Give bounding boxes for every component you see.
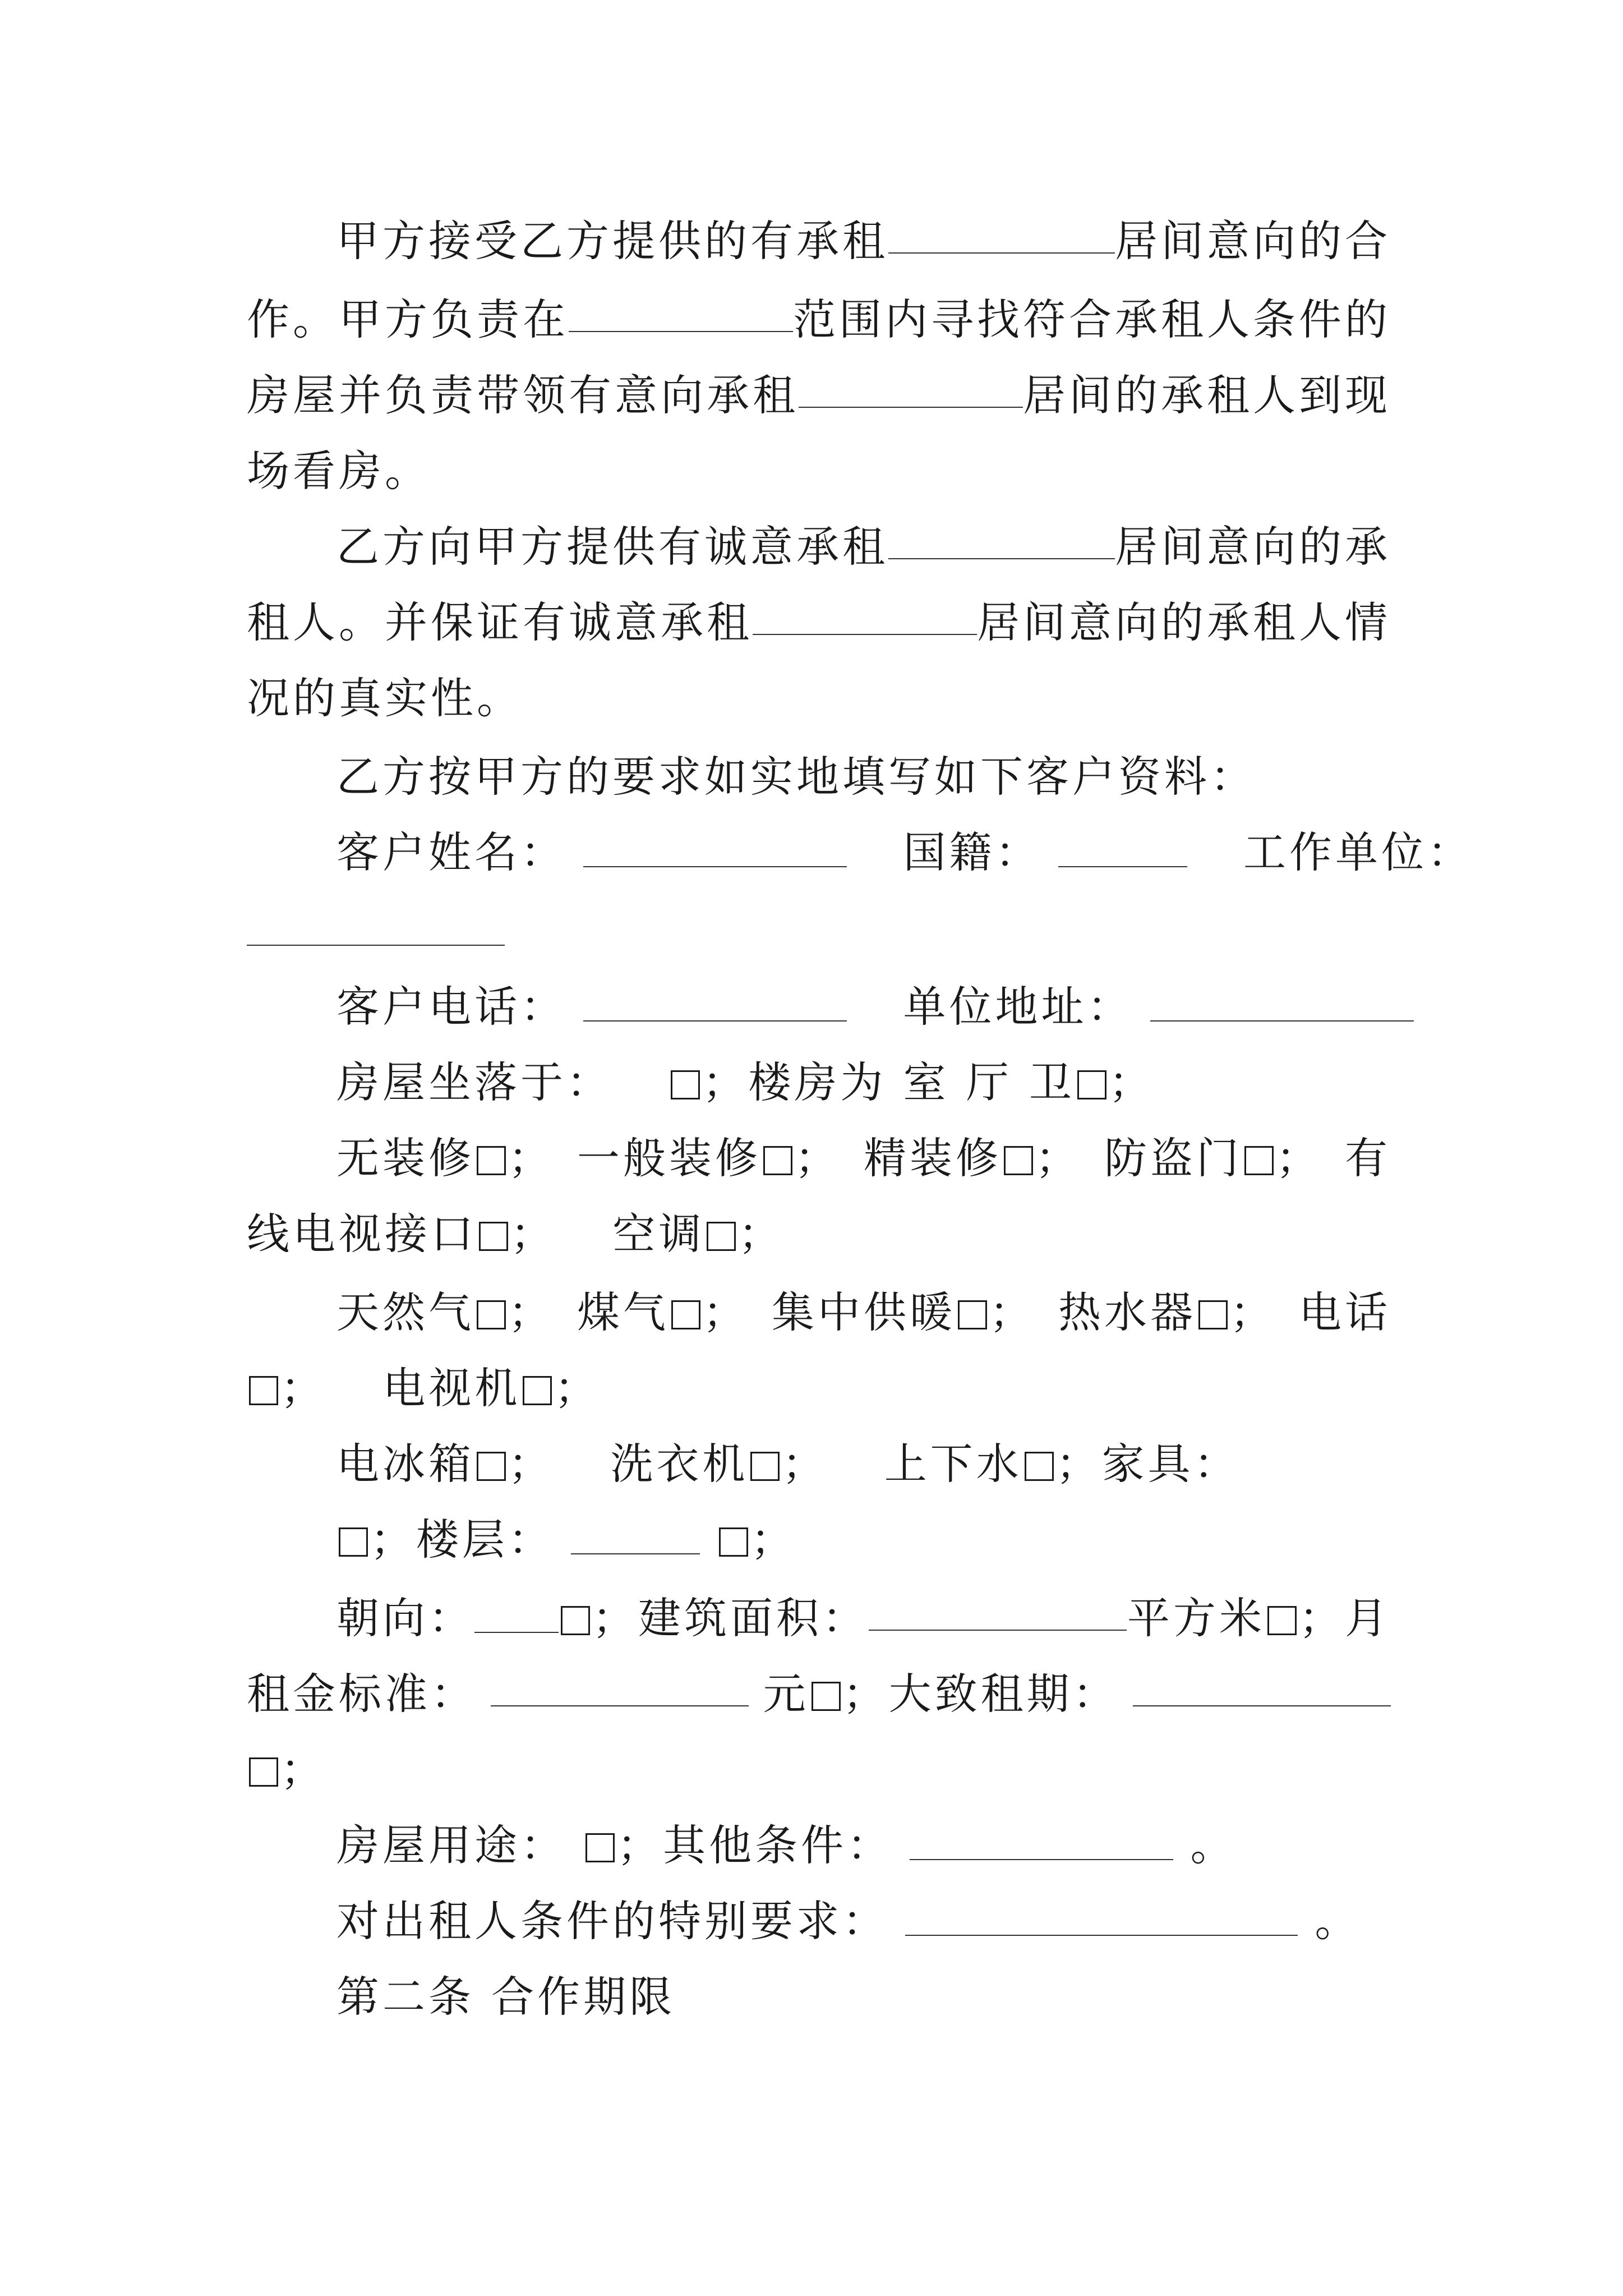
text: 精装修 — [864, 1133, 1002, 1183]
text: 房屋并负责带领有意向承租 — [247, 370, 799, 420]
text: 煤气 — [577, 1287, 669, 1337]
checkbox[interactable] — [1244, 1146, 1274, 1175]
checkbox[interactable] — [339, 1527, 368, 1557]
text: 甲方接受乙方提供的有承租 — [336, 216, 888, 266]
article2-heading: 第二条 合作期限 — [336, 1972, 676, 2022]
term-field[interactable] — [1133, 1666, 1391, 1706]
special-field[interactable] — [905, 1895, 1298, 1936]
blank-field[interactable] — [888, 213, 1115, 254]
customer-line3 — [336, 979, 1391, 1035]
para2-line1 — [336, 519, 1391, 575]
checkbox[interactable] — [1267, 1606, 1297, 1635]
checkbox[interactable] — [1004, 1146, 1033, 1175]
checkbox[interactable] — [249, 1376, 278, 1405]
text: ；家具： — [1055, 1439, 1240, 1489]
text: 空调 — [612, 1209, 705, 1259]
bath-label: 卫 — [1029, 1057, 1075, 1107]
text: 有 — [1345, 1133, 1391, 1183]
text: ；楼层： — [370, 1515, 554, 1565]
text: 居间意向的合 — [1115, 216, 1391, 266]
blank-field[interactable] — [569, 292, 793, 332]
para2-line2 — [247, 595, 1391, 651]
text: 平方米 — [1127, 1593, 1265, 1643]
checkbox[interactable] — [719, 1527, 748, 1557]
text: 朝向： — [336, 1593, 474, 1643]
text: ；其他条件： — [617, 1820, 893, 1870]
text: 乙方向甲方提供有诚意承租 — [336, 522, 888, 572]
text: ；楼房为 — [702, 1057, 887, 1107]
text: 范围内寻找符合承租人条件的 — [793, 295, 1391, 344]
text: ； — [554, 1363, 601, 1413]
text: 电视机 — [382, 1363, 521, 1413]
text: 居间的承租人到现 — [1023, 370, 1391, 420]
checkbox[interactable] — [585, 1833, 615, 1862]
checkbox[interactable] — [479, 1222, 508, 1251]
appliance-line1 — [336, 1436, 1391, 1492]
employer-address-field[interactable] — [1150, 981, 1414, 1022]
checkbox[interactable] — [523, 1376, 552, 1405]
orientation-line — [336, 1590, 1391, 1646]
checkbox[interactable] — [477, 1300, 506, 1329]
house-line1 — [336, 1055, 1391, 1111]
text: ； — [280, 1363, 326, 1413]
decor-line2 — [247, 1206, 1391, 1262]
phone-label: 客户电话： — [336, 982, 566, 1032]
rent-line — [247, 1666, 1391, 1722]
text: 线电视接口 — [247, 1209, 477, 1259]
usage-line — [336, 1818, 1391, 1874]
special-line — [336, 1893, 1391, 1949]
text: 租人。并保证有诚意承租 — [247, 597, 753, 647]
checkbox[interactable] — [1025, 1452, 1054, 1481]
employer-label: 工作单位： — [1243, 827, 1474, 877]
para3-line1: 乙方按甲方的要求如实地填写如下客户资料： — [336, 752, 1256, 802]
para1-line1 — [336, 213, 1391, 269]
text: ； — [750, 1515, 797, 1565]
customer-line1 — [336, 825, 1474, 881]
text: 。 — [1315, 1896, 1361, 1946]
text: 集中供暖 — [772, 1287, 956, 1337]
text: ； — [280, 1745, 326, 1795]
checkbox[interactable] — [750, 1452, 780, 1481]
text: 上下水 — [884, 1439, 1022, 1489]
text: 租金标准： — [247, 1669, 477, 1719]
checkbox[interactable] — [561, 1606, 590, 1635]
checkbox[interactable] — [671, 1070, 700, 1099]
employer-address-label: 单位地址： — [903, 982, 1133, 1032]
utility-line2 — [247, 1360, 1391, 1416]
checkbox[interactable] — [249, 1757, 278, 1787]
text: ；月 — [1299, 1593, 1391, 1643]
checkbox[interactable] — [671, 1300, 700, 1329]
hall-label: 厅 — [966, 1057, 1012, 1107]
term-line2 — [247, 1742, 1391, 1798]
text: ；建筑面积： — [592, 1593, 868, 1643]
para1-line3 — [247, 367, 1391, 424]
checkbox[interactable] — [477, 1146, 506, 1175]
text: ； — [1276, 1133, 1322, 1183]
customer-name-label: 客户姓名： — [336, 827, 566, 877]
text: ； — [1230, 1287, 1276, 1337]
checkbox[interactable] — [477, 1452, 506, 1481]
decor-line1 — [336, 1130, 1391, 1186]
text: 对出租人条件的特别要求： — [336, 1896, 888, 1946]
text: 电话 — [1299, 1287, 1391, 1337]
text: 热水器 — [1058, 1287, 1196, 1337]
customer-line2 — [247, 903, 1391, 959]
text: 。 — [1190, 1820, 1237, 1870]
text: 电冰箱 — [336, 1439, 474, 1489]
room-label: 室 — [903, 1057, 949, 1107]
text: ； — [1108, 1057, 1155, 1107]
checkbox[interactable] — [958, 1300, 987, 1329]
text: ； — [1035, 1133, 1081, 1183]
checkbox[interactable] — [811, 1682, 841, 1711]
text: 居间意向的承 — [1115, 522, 1391, 572]
orientation-field[interactable] — [474, 1593, 559, 1633]
checkbox[interactable] — [1198, 1300, 1228, 1329]
nationality-field[interactable] — [1058, 827, 1187, 867]
text: 作。甲方负责在 — [247, 295, 569, 344]
text: 房屋用途： — [336, 1820, 566, 1870]
text: ； — [703, 1287, 749, 1337]
para1-line2 — [247, 292, 1391, 348]
other-field[interactable] — [910, 1820, 1173, 1860]
para1-line4: 场看房。 — [247, 446, 431, 496]
text: ； — [795, 1133, 841, 1183]
text: 元 — [763, 1669, 809, 1719]
text: ； — [510, 1209, 556, 1259]
text: ； — [782, 1439, 828, 1489]
customer-name-field[interactable] — [583, 827, 847, 867]
para2-line3: 况的真实性。 — [247, 673, 523, 723]
blank-field[interactable] — [888, 519, 1115, 559]
text: ； — [508, 1439, 554, 1489]
area-field[interactable] — [869, 1590, 1127, 1631]
checkbox[interactable] — [1077, 1070, 1106, 1099]
blank-field[interactable] — [799, 367, 1023, 408]
rent-field[interactable] — [491, 1666, 749, 1706]
located-label: 房屋坐落于： — [336, 1057, 612, 1107]
text: ； — [508, 1287, 554, 1337]
text: 无装修 — [336, 1133, 474, 1183]
text: 防盗门 — [1104, 1133, 1242, 1183]
text: ； — [738, 1209, 785, 1259]
checkbox[interactable] — [763, 1146, 792, 1175]
floor-line — [336, 1512, 1391, 1568]
text: 居间意向的承租人情 — [977, 597, 1391, 647]
text: 洗衣机 — [610, 1439, 749, 1489]
text: 天然气 — [336, 1287, 474, 1337]
checkbox[interactable] — [707, 1222, 736, 1251]
text: ； — [508, 1133, 554, 1183]
employer-field[interactable] — [247, 905, 505, 946]
utility-line1 — [336, 1285, 1391, 1341]
text: ；大致租期： — [842, 1669, 1119, 1719]
phone-field[interactable] — [583, 981, 847, 1022]
text: ； — [989, 1287, 1035, 1337]
floor-field[interactable] — [571, 1514, 700, 1554]
nationality-label: 国籍： — [903, 827, 1041, 877]
text: 一般装修 — [577, 1133, 761, 1183]
blank-field[interactable] — [753, 595, 977, 635]
